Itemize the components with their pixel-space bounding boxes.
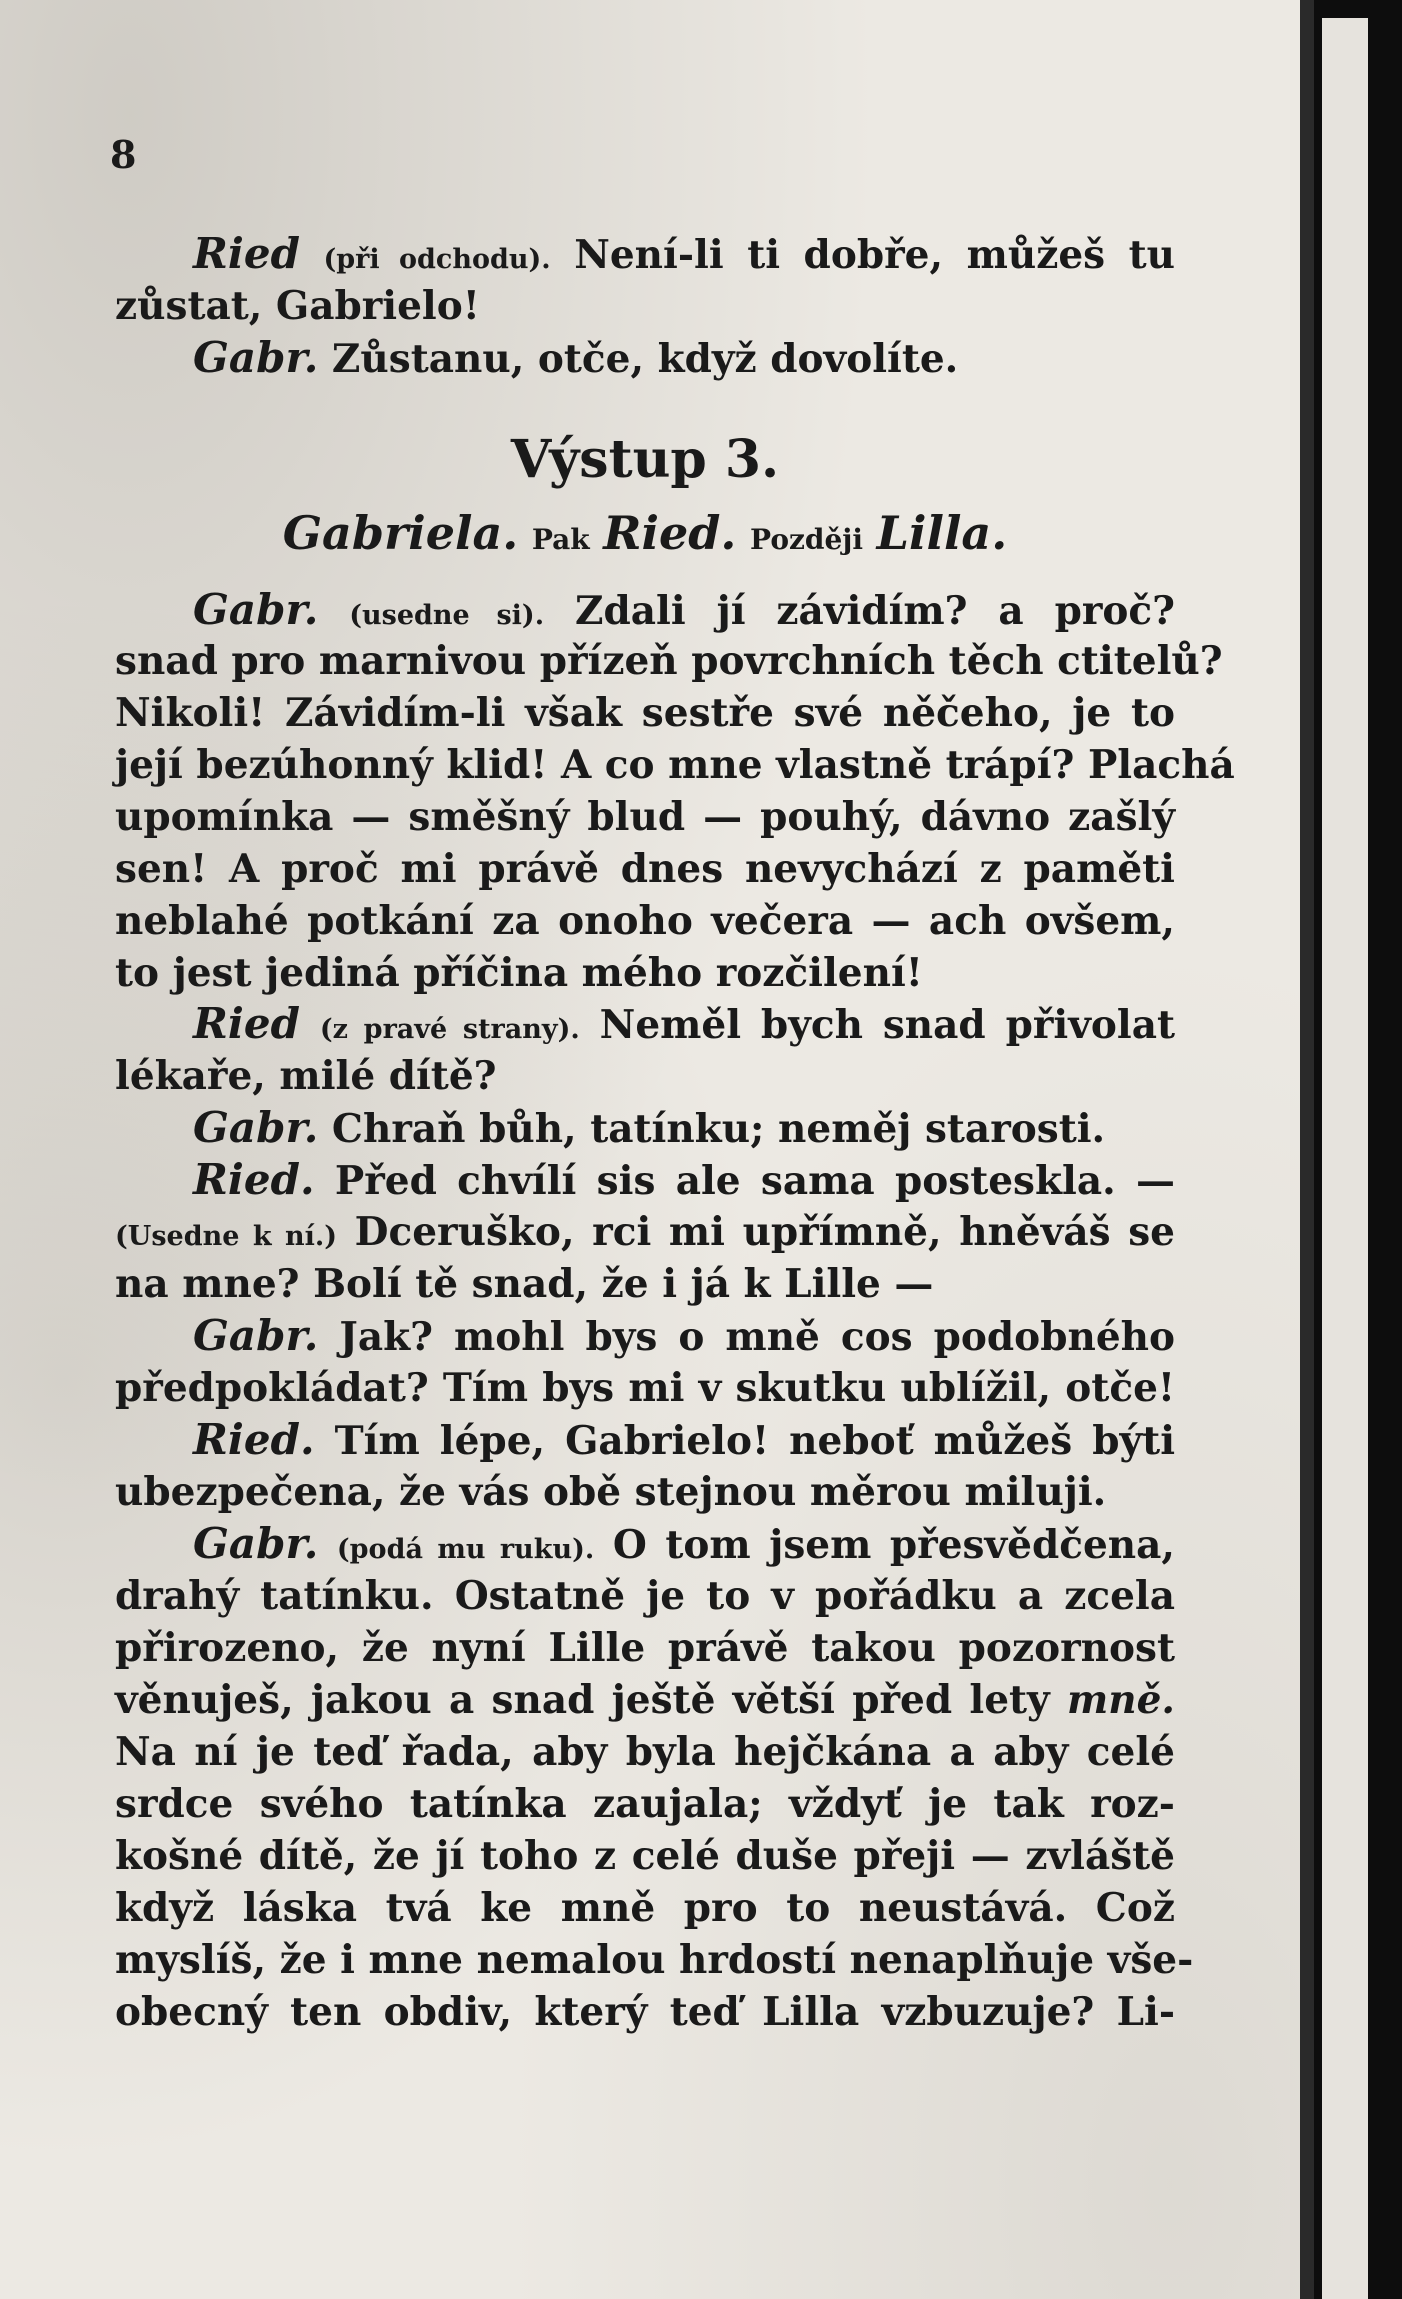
line-text: Tím lépe, Gabrielo! neboť můžeš býti — [334, 1418, 1176, 1464]
speaker-name: Ried — [193, 229, 300, 278]
text-line: Na ní je teď řada, aby byla hejčkána a aby celé — [115, 1729, 1175, 1775]
text-line — [193, 1154, 1175, 1206]
character-note: Později — [750, 523, 864, 556]
text-line — [193, 998, 1175, 1050]
emphasized-word: mně. — [1067, 1677, 1176, 1723]
speaker-name: Gabr. — [193, 1311, 319, 1360]
stage-direction: (z pravé strany). — [319, 1014, 580, 1045]
line-text: zůstat, Gabrielo! — [115, 283, 480, 329]
speaker-name: Gabr. — [193, 333, 319, 382]
text-line — [193, 228, 1175, 280]
text-line: ubezpečena, že vás obě stejnou měrou miluji. — [115, 1469, 1107, 1515]
scene-heading: Výstup 3. — [510, 429, 780, 490]
text-line: obecný ten obdiv, který teď Lilla vzbuzuje? Li- — [115, 1989, 1175, 2035]
speaker-name: Ried. — [193, 1155, 315, 1204]
stage-direction: (Usedne k ní.) — [115, 1221, 338, 1252]
text-line: snad pro marnivou přízeň povrchních těch ctitelů? — [115, 638, 1223, 684]
adjacent-page-edge — [1322, 18, 1368, 2299]
line-text: Zdali jí závidím? a proč? — [575, 588, 1176, 634]
speaker-name: Gabr. — [193, 1519, 319, 1568]
text-line: Nikoli! Závidím-li však sestře své něčeho, je to — [115, 690, 1175, 736]
line-text: věnuješ, jakou a snad ještě větší před lety — [115, 1677, 1050, 1723]
text-line: přirozeno, že nyní Lille právě takou pozornost — [115, 1625, 1175, 1671]
character-note: Pak — [531, 523, 590, 556]
character-name: Lilla. — [876, 506, 1008, 560]
stage-direction: (při odchodu). — [323, 244, 551, 275]
page-number: 8 — [110, 132, 137, 177]
text-line: drahý tatínku. Ostatně je to v pořádku a zcela — [115, 1573, 1175, 1619]
line-text: Zůstanu, otče, když dovolíte. — [331, 336, 959, 382]
speaker-name: Ried. — [193, 1415, 315, 1464]
text-line: na mne? Bolí tě snad, že i já k Lille — — [115, 1261, 934, 1307]
text-line: košné dítě, že jí toho z celé duše přeji — zvláště — [115, 1833, 1175, 1879]
text-line: když láska tvá ke mně pro to neustává. Což — [115, 1885, 1175, 1931]
text-line — [193, 1310, 1175, 1362]
text-line — [193, 332, 1253, 384]
text-line: sen! A proč mi právě dnes nevychází z paměti — [115, 846, 1175, 892]
text-line: neblahé potkání za onoho večera — ach ovšem, — [115, 898, 1175, 944]
character-name: Ried. — [603, 506, 737, 560]
speaker-name: Gabr. — [193, 585, 319, 634]
stage-direction: (usedne si). — [349, 600, 545, 631]
text-line — [193, 1414, 1175, 1466]
line-text: Před chvílí sis ale sama posteskla. — — [334, 1158, 1175, 1204]
text-line: lékaře, milé dítě? — [115, 1053, 497, 1099]
text-line: upomínka — směšný blud — pouhý, dávno zašlý — [115, 794, 1175, 840]
book-gutter — [1300, 0, 1314, 2299]
character-name: Gabriela. — [282, 506, 519, 560]
text-line — [115, 280, 1175, 332]
line-text: Jak? mohl bys o mně cos podobného — [339, 1314, 1175, 1360]
line-text: Neměl bych snad přivolat — [599, 1002, 1176, 1048]
speaker-name: Gabr. — [193, 1103, 319, 1152]
text-line: myslíš, že i mne nemalou hrdostí nenaplňuje vše- — [115, 1937, 1194, 1983]
line-text: O tom jsem přesvědčena, — [612, 1522, 1175, 1568]
text-line — [115, 1674, 1175, 1726]
stage-direction: (podá mu ruku). — [336, 1534, 595, 1565]
text-line — [115, 1206, 1175, 1258]
line-text: Dceruško, rci mi upřímně, hněváš se — [354, 1209, 1175, 1255]
text-line — [193, 1518, 1175, 1570]
line-text: Není-li ti dobře, můžeš tu — [574, 232, 1176, 278]
text-line: to jest jediná příčina mého rozčilení! — [115, 950, 923, 996]
line-text: Chraň bůh, tatínku; neměj starosti. — [331, 1106, 1106, 1152]
text-line — [193, 584, 1175, 636]
text-line — [193, 1102, 1253, 1154]
dramatis-personae — [115, 502, 1175, 564]
speaker-name: Ried — [193, 999, 300, 1048]
text-line: předpokládat? Tím bys mi v skutku ublížil, otče! — [115, 1365, 1175, 1411]
text-line: srdce svého tatínka zaujala; vždyť je tak roz- — [115, 1781, 1175, 1827]
text-line: její bezúhonný klid! A co mne vlastně trápí? Plachá — [115, 742, 1235, 788]
